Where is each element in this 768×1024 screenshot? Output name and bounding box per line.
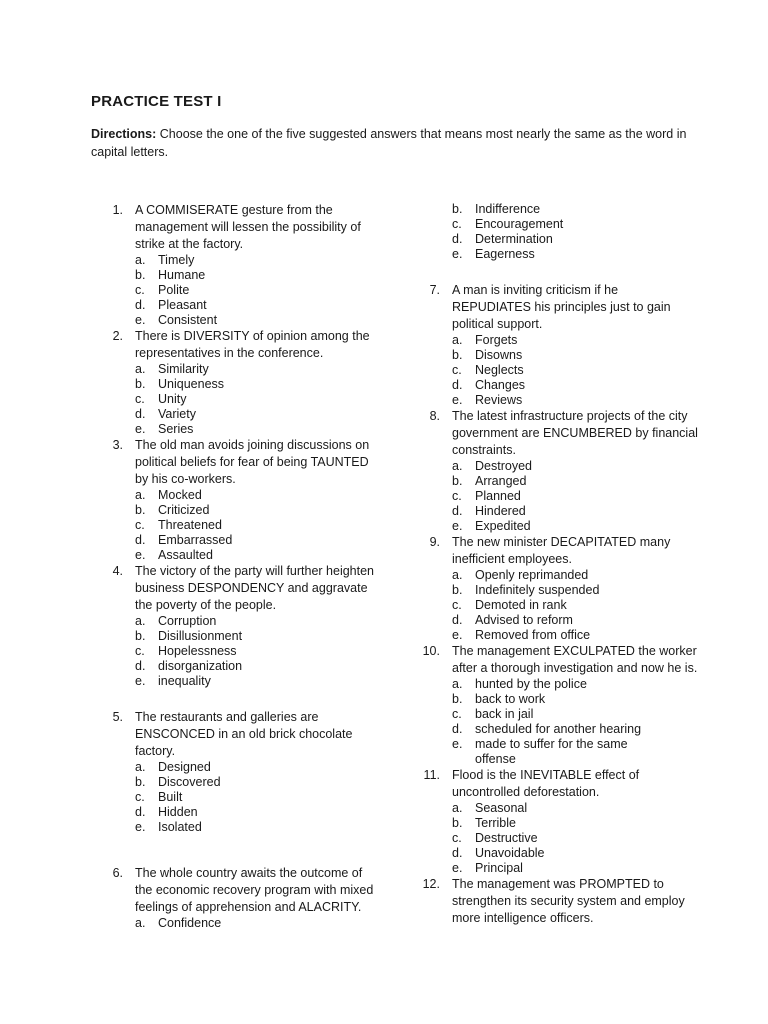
choice-text: Advised to reform bbox=[475, 613, 573, 627]
question-number: 12. bbox=[422, 877, 440, 891]
choice-letter: d. bbox=[135, 298, 146, 312]
choice-b bbox=[452, 348, 698, 363]
choice-d bbox=[135, 407, 381, 422]
choice-e bbox=[135, 674, 381, 689]
column-right bbox=[408, 202, 698, 927]
choice-text: Corruption bbox=[158, 614, 217, 628]
question-text: A COMMISERATE gesture from the management will lessen the possibility of strike at the factory. bbox=[135, 203, 361, 251]
choice-text: Indefinitely suspended bbox=[475, 583, 600, 597]
question-4 bbox=[91, 563, 381, 689]
choice-letter: d. bbox=[135, 533, 146, 547]
choice-text: Embarrassed bbox=[158, 533, 233, 547]
choice-text: Assaulted bbox=[158, 548, 213, 562]
choice-text: disorganization bbox=[158, 659, 243, 673]
choice-letter: b. bbox=[452, 692, 463, 706]
choice-letter: b. bbox=[135, 629, 146, 643]
choice-d bbox=[452, 722, 698, 737]
choice-letter: d. bbox=[452, 722, 463, 736]
choice-text: Unity bbox=[158, 392, 187, 406]
choice-letter: b. bbox=[135, 775, 146, 789]
choice-letter: a. bbox=[135, 253, 146, 267]
question-number: 7. bbox=[429, 283, 440, 297]
choice-letter: c. bbox=[452, 217, 462, 231]
choice-d bbox=[135, 533, 381, 548]
choice-c bbox=[452, 707, 698, 722]
choice-text: Isolated bbox=[158, 820, 202, 834]
choice-text: inequality bbox=[158, 674, 211, 688]
choice-d bbox=[135, 805, 381, 820]
choice-text: hunted by the police bbox=[475, 677, 587, 691]
choice-letter: c. bbox=[135, 518, 145, 532]
choice-letter: b. bbox=[135, 503, 146, 517]
question-number: 11. bbox=[423, 768, 440, 782]
choice-letter: c. bbox=[135, 392, 145, 406]
choice-letter: c. bbox=[135, 283, 145, 297]
choice-letter: a. bbox=[452, 333, 463, 347]
choice-letter: d. bbox=[452, 613, 463, 627]
choice-d bbox=[452, 504, 698, 519]
choice-letter: e. bbox=[135, 820, 146, 834]
choice-text: scheduled for another hearing bbox=[475, 722, 642, 736]
choice-text: Destroyed bbox=[475, 459, 532, 473]
question-text: The old man avoids joining discussions on political beliefs for fear of being TAUNTED by his co-workers. bbox=[135, 438, 370, 486]
choice-text: Hidden bbox=[158, 805, 198, 819]
choice-c bbox=[135, 790, 381, 805]
choice-c bbox=[452, 363, 698, 378]
choice-d bbox=[452, 378, 698, 393]
choice-b bbox=[135, 377, 381, 392]
choice-letter: c. bbox=[135, 644, 145, 658]
choice-letter: b. bbox=[452, 474, 463, 488]
choice-letter: e. bbox=[135, 674, 146, 688]
question-9 bbox=[408, 534, 698, 643]
choice-text: Timely bbox=[158, 253, 195, 267]
choice-text: back in jail bbox=[475, 707, 534, 721]
choice-d bbox=[452, 232, 698, 247]
choice-e bbox=[452, 861, 698, 876]
choice-letter: d. bbox=[452, 378, 463, 392]
choice-c bbox=[135, 392, 381, 407]
question-number: 10. bbox=[422, 644, 440, 658]
choice-text: Consistent bbox=[158, 313, 218, 327]
choice-e bbox=[452, 628, 698, 643]
choice-text: Disillusionment bbox=[158, 629, 243, 643]
choice-a bbox=[452, 801, 698, 816]
choice-d bbox=[135, 298, 381, 313]
choice-letter: d. bbox=[452, 846, 463, 860]
choice-letter: a. bbox=[135, 614, 146, 628]
question-text: The latest infrastructure projects of the city government are ENCUMBERED by financial constraints. bbox=[452, 409, 698, 457]
question-text: Flood is the INEVITABLE effect of uncontrolled deforestation. bbox=[452, 768, 640, 799]
choice-text: Neglects bbox=[475, 363, 524, 377]
choice-text: Reviews bbox=[475, 393, 523, 407]
question-10 bbox=[408, 643, 698, 767]
choice-text: Disowns bbox=[475, 348, 523, 362]
choice-text: back to work bbox=[475, 692, 546, 706]
choice-c bbox=[135, 644, 381, 659]
choice-e bbox=[452, 247, 698, 262]
choice-text: Confidence bbox=[158, 916, 222, 930]
choice-e bbox=[135, 422, 381, 437]
question-text: A man is inviting criticism if he REPUDIATES his principles just to gain political support. bbox=[452, 283, 671, 331]
choice-letter: c. bbox=[135, 790, 145, 804]
choice-a bbox=[452, 677, 698, 692]
question-text: The management was PROMPTED to strengthen its security system and employ more intelligence officers. bbox=[452, 877, 685, 925]
choice-letter: d. bbox=[452, 232, 463, 246]
choice-d bbox=[452, 613, 698, 628]
choice-letter: a. bbox=[452, 677, 463, 691]
choice-letter: b. bbox=[452, 583, 463, 597]
choice-e bbox=[135, 548, 381, 563]
choice-d bbox=[452, 846, 698, 861]
choice-c bbox=[135, 283, 381, 298]
choice-letter: a. bbox=[135, 916, 146, 930]
choice-a bbox=[452, 459, 698, 474]
choice-letter: b. bbox=[452, 348, 463, 362]
question-1 bbox=[91, 202, 381, 328]
choice-letter: c. bbox=[452, 489, 462, 503]
choice-a bbox=[135, 253, 381, 268]
question-number: 9. bbox=[429, 535, 440, 549]
choice-text: Removed from office bbox=[475, 628, 591, 642]
choice-letter: e. bbox=[452, 628, 463, 642]
choice-letter: d. bbox=[135, 407, 146, 421]
question-3 bbox=[91, 437, 381, 563]
choice-text: Variety bbox=[158, 407, 196, 421]
page-title: PRACTICE TEST I bbox=[91, 93, 222, 110]
choice-text: Designed bbox=[158, 760, 211, 774]
choice-a bbox=[135, 488, 381, 503]
question-text: The management EXCULPATED the worker after a thorough investigation and now he is. bbox=[452, 644, 698, 675]
choice-text: Polite bbox=[158, 283, 190, 297]
question-number: 1. bbox=[112, 203, 123, 217]
choice-letter: b. bbox=[135, 377, 146, 391]
question-11 bbox=[408, 767, 698, 876]
choice-text: Criticized bbox=[158, 503, 210, 517]
choice-letter: c. bbox=[452, 831, 462, 845]
choice-text: Series bbox=[158, 422, 194, 436]
choice-c bbox=[135, 518, 381, 533]
choice-a bbox=[452, 568, 698, 583]
choice-text: Forgets bbox=[475, 333, 518, 347]
choice-text: Arranged bbox=[475, 474, 527, 488]
question-text: The new minister DECAPITATED many inefficient employees. bbox=[452, 535, 671, 566]
choice-e bbox=[135, 820, 381, 835]
choice-letter: c. bbox=[452, 707, 462, 721]
choice-text: Discovered bbox=[158, 775, 221, 789]
choice-text: Seasonal bbox=[475, 801, 528, 815]
question-number: 5. bbox=[112, 710, 123, 724]
choice-text: Planned bbox=[475, 489, 521, 503]
choice-a bbox=[135, 760, 381, 775]
choice-a bbox=[135, 916, 381, 931]
choice-letter: e. bbox=[135, 422, 146, 436]
choice-letter: c. bbox=[452, 598, 462, 612]
choice-text: Pleasant bbox=[158, 298, 207, 312]
question-12 bbox=[408, 876, 698, 927]
choice-e bbox=[452, 519, 698, 534]
choice-c bbox=[452, 489, 698, 504]
choice-letter: e. bbox=[452, 737, 463, 751]
choice-text: Encouragement bbox=[475, 217, 564, 231]
choice-letter: e. bbox=[452, 519, 463, 533]
choice-text: Terrible bbox=[475, 816, 516, 830]
directions-text: Choose the one of the five suggested answers that means most nearly the same as the word in capital letters. bbox=[91, 127, 687, 159]
choice-letter: a. bbox=[135, 760, 146, 774]
question-text: There is DIVERSITY of opinion among the representatives in the conference. bbox=[135, 329, 370, 360]
choice-text: Principal bbox=[475, 861, 523, 875]
choice-letter: e. bbox=[135, 313, 146, 327]
choice-c bbox=[452, 831, 698, 846]
question-6-continued bbox=[408, 202, 698, 262]
choice-b bbox=[452, 474, 698, 489]
question-6 bbox=[91, 865, 381, 931]
choice-text: Eagerness bbox=[475, 247, 535, 261]
choice-text: Uniqueness bbox=[158, 377, 225, 391]
question-8 bbox=[408, 408, 698, 534]
choice-letter: e. bbox=[135, 548, 146, 562]
choice-letter: e. bbox=[452, 247, 463, 261]
question-text: The restaurants and galleries are ENSCONCED in an old brick chocolate factory. bbox=[135, 710, 353, 758]
choice-e bbox=[135, 313, 381, 328]
choice-letter: e. bbox=[452, 861, 463, 875]
choice-letter: c. bbox=[452, 363, 462, 377]
choice-b bbox=[452, 583, 698, 598]
choice-text: Determination bbox=[475, 232, 553, 246]
question-7 bbox=[408, 282, 698, 408]
choice-c bbox=[452, 598, 698, 613]
choice-e bbox=[452, 737, 645, 767]
choice-e bbox=[452, 393, 698, 408]
choice-letter: d. bbox=[135, 805, 146, 819]
question-text: The whole country awaits the outcome of the economic recovery program with mixed feelings of apprehension and ALACRITY. bbox=[135, 866, 374, 914]
choice-letter: e. bbox=[452, 393, 463, 407]
choice-b bbox=[135, 775, 381, 790]
choice-letter: b. bbox=[452, 202, 463, 216]
question-number: 6. bbox=[112, 866, 123, 880]
choice-b bbox=[452, 692, 698, 707]
choice-c bbox=[452, 217, 698, 232]
choice-text: Openly reprimanded bbox=[475, 568, 589, 582]
choice-text: Destructive bbox=[475, 831, 538, 845]
choice-text: Built bbox=[158, 790, 183, 804]
choice-letter: b. bbox=[135, 268, 146, 282]
choice-text: made to suffer for the same offense bbox=[475, 737, 628, 766]
question-2 bbox=[91, 328, 381, 437]
choice-text: Similarity bbox=[158, 362, 209, 376]
choice-letter: a. bbox=[452, 459, 463, 473]
question-number: 3. bbox=[112, 438, 123, 452]
question-number: 4. bbox=[112, 564, 123, 578]
choice-b bbox=[452, 816, 698, 831]
choice-text: Changes bbox=[475, 378, 526, 392]
choice-text: Indifference bbox=[475, 202, 541, 216]
directions-label: Directions: bbox=[91, 127, 157, 141]
question-number: 8. bbox=[429, 409, 440, 423]
question-number: 2. bbox=[112, 329, 123, 343]
choice-text: Hopelessness bbox=[158, 644, 237, 658]
choice-text: Hindered bbox=[475, 504, 526, 518]
choice-b bbox=[135, 268, 381, 283]
column-left bbox=[91, 202, 381, 931]
choice-text: Unavoidable bbox=[475, 846, 545, 860]
choice-letter: a. bbox=[452, 568, 463, 582]
question-text: The victory of the party will further heighten business DESPONDENCY and aggravate the poverty of the people. bbox=[135, 564, 375, 612]
choice-d bbox=[135, 659, 381, 674]
choice-b bbox=[135, 629, 381, 644]
choice-text: Expedited bbox=[475, 519, 531, 533]
choice-letter: a. bbox=[135, 488, 146, 502]
choice-text: Humane bbox=[158, 268, 206, 282]
choice-text: Mocked bbox=[158, 488, 202, 502]
choice-b bbox=[452, 202, 698, 217]
choice-text: Threatened bbox=[158, 518, 222, 532]
choice-letter: a. bbox=[135, 362, 146, 376]
directions bbox=[91, 126, 711, 161]
choice-letter: d. bbox=[135, 659, 146, 673]
choice-letter: a. bbox=[452, 801, 463, 815]
choice-a bbox=[135, 614, 381, 629]
choice-a bbox=[452, 333, 698, 348]
choice-letter: b. bbox=[452, 816, 463, 830]
choice-letter: d. bbox=[452, 504, 463, 518]
choice-b bbox=[135, 503, 381, 518]
choice-a bbox=[135, 362, 381, 377]
question-5 bbox=[91, 709, 381, 835]
choice-text: Demoted in rank bbox=[475, 598, 567, 612]
